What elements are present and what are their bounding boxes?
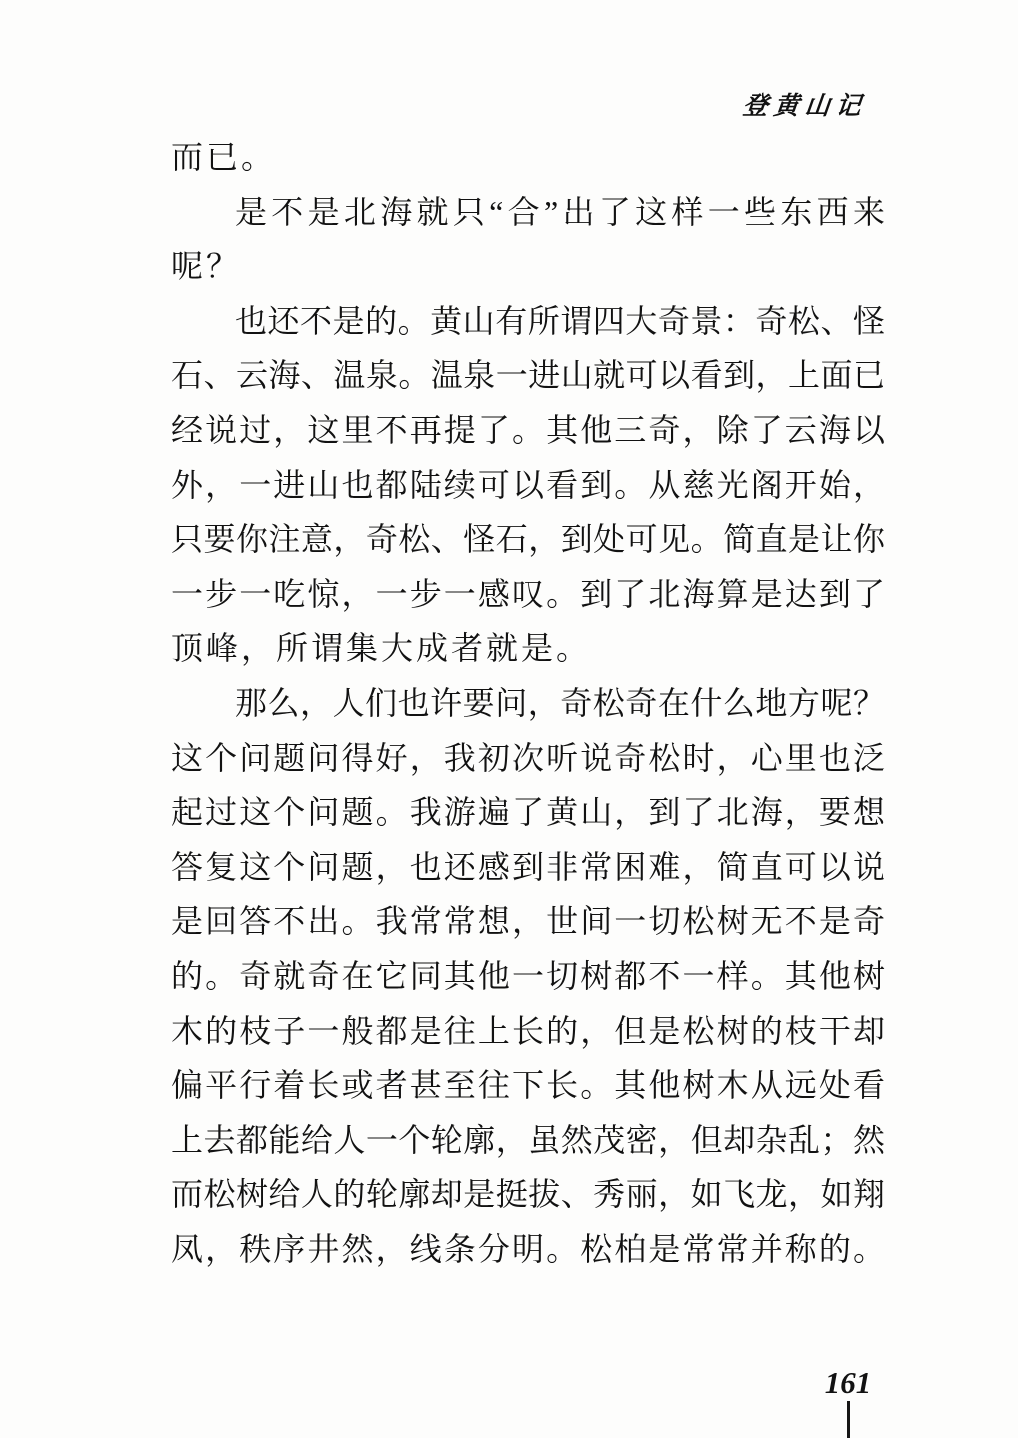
text-line: 呢？ bbox=[171, 248, 242, 285]
page-number: 161 bbox=[824, 1365, 872, 1400]
running-header-title: 登黄山记 bbox=[741, 93, 869, 120]
text-line: 木的枝子一般都是往上长的，但是松树的枝干却 bbox=[171, 1012, 885, 1049]
text-line: 凤，秩序井然，线条分明。松柏是常常并称的。 bbox=[171, 1230, 885, 1267]
text-line: 也还不是的。黄山有所谓四大奇景：奇松、怪 bbox=[235, 302, 885, 339]
text-line: 偏平行着长或者甚至往下长。其他树木从远处看 bbox=[171, 1067, 885, 1104]
text-line: 答复这个问题，也还感到非常困难，简直可以说 bbox=[171, 848, 885, 885]
text-line: 是回答不出。我常常想，世间一切松树无不是奇 bbox=[171, 903, 885, 940]
text-line: 只要你注意，奇松、怪石，到处可见。简直是让你 bbox=[171, 521, 885, 558]
text-line: 顶峰，所谓集大成者就是。 bbox=[171, 630, 592, 667]
text-line: 是不是北海就只“合”出了这样一些东西来 bbox=[235, 193, 885, 230]
body-text bbox=[171, 130, 885, 1276]
text-line: 石、云海、温泉。温泉一进山就可以看到，上面已 bbox=[171, 357, 885, 394]
text-line: 的。奇就奇在它同其他一切树都不一样。其他树 bbox=[171, 957, 885, 994]
page-number-rule bbox=[847, 1401, 850, 1438]
text-line: 上去都能给人一个轮廓，虽然茂密，但却杂乱；然 bbox=[171, 1121, 885, 1158]
text-line: 而已。 bbox=[171, 139, 277, 175]
text-line: 一步一吃惊，一步一感叹。到了北海算是达到了 bbox=[171, 575, 885, 612]
text-line: 这个问题问得好，我初次听说奇松时，心里也泛 bbox=[171, 739, 885, 776]
text-line: 而松树给人的轮廓却是挺拔、秀丽，如飞龙，如翔 bbox=[171, 1176, 885, 1213]
text-line: 那么，人们也许要问，奇松奇在什么地方呢？ bbox=[235, 684, 885, 721]
text-line: 起过这个问题。我游遍了黄山，到了北海，要想 bbox=[171, 794, 885, 831]
text-line: 经说过，这里不再提了。其他三奇，除了云海以 bbox=[171, 411, 885, 448]
text-line: 外，一进山也都陆续可以看到。从慈光阁开始， bbox=[171, 466, 885, 503]
